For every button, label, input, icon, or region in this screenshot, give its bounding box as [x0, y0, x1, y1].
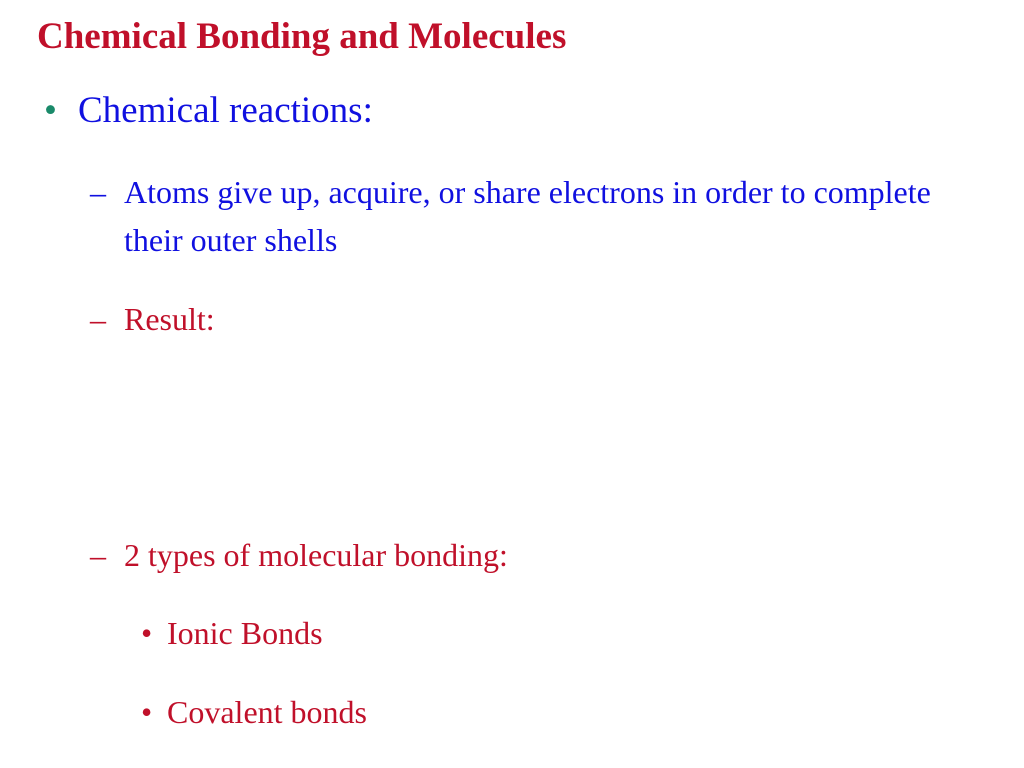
bond-type-label: Covalent bonds [167, 694, 367, 730]
dash-marker: – [90, 537, 106, 573]
sub-item-text: 2 types of molecular bonding: [124, 537, 508, 573]
bullet-marker: • [141, 615, 153, 651]
dash-marker: – [90, 301, 106, 337]
bullet-marker: • [141, 694, 153, 730]
sub-item-text: Atoms give up, acquire, or share electrons in order to complete their outer shells [124, 174, 931, 258]
dash-marker: – [90, 174, 106, 210]
slide-title: Chemical Bonding and Molecules [37, 16, 567, 57]
bullet-label: Chemical reactions: [78, 90, 373, 131]
sub-item-text: Result: [124, 301, 215, 337]
bullet-marker: • [44, 90, 57, 131]
bond-type-label: Ionic Bonds [167, 615, 323, 651]
